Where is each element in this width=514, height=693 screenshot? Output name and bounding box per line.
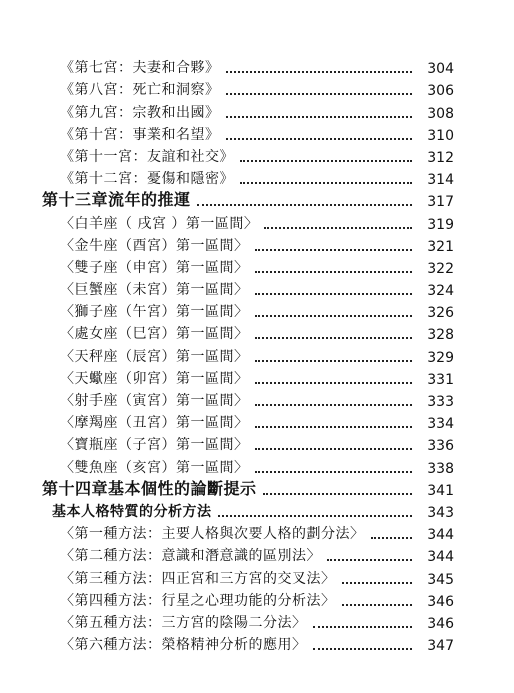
toc-entry-title: 基本人格特質的分析方法 bbox=[52, 503, 212, 520]
toc-entry-title: 《第十宮：事業和名望》 bbox=[60, 126, 220, 143]
toc-entry bbox=[0, 632, 514, 654]
toc-entry bbox=[0, 255, 514, 277]
dot-leader bbox=[240, 160, 412, 162]
dot-leader bbox=[313, 626, 413, 628]
toc-entry bbox=[0, 588, 514, 610]
toc-entry-page-number: 314 bbox=[427, 172, 454, 189]
toc-entry bbox=[0, 277, 514, 299]
toc-entry-page-number: 326 bbox=[427, 305, 454, 322]
toc-chapter-entry bbox=[0, 188, 514, 210]
toc-entry bbox=[0, 99, 514, 121]
toc-entry-page-number: 346 bbox=[427, 615, 454, 632]
toc-entry-title: 《第十二宮：憂傷和隱密》 bbox=[60, 171, 234, 188]
toc-entry bbox=[0, 521, 514, 543]
dot-leader bbox=[226, 116, 413, 118]
toc-entry bbox=[0, 299, 514, 321]
dot-leader bbox=[255, 382, 413, 384]
toc-entry-page-number: 345 bbox=[427, 571, 454, 588]
toc-entry-page-number: 328 bbox=[427, 327, 454, 344]
toc-entry-page-number: 338 bbox=[427, 460, 454, 477]
toc-entry bbox=[0, 499, 514, 521]
dot-leader bbox=[226, 93, 413, 95]
toc-entry bbox=[0, 610, 514, 632]
toc-entry-title: 《第九宮：宗教和出國》 bbox=[60, 104, 220, 121]
toc-chapter-entry bbox=[0, 477, 514, 499]
toc-entry bbox=[0, 55, 514, 77]
toc-entry-page-number: 346 bbox=[427, 593, 454, 610]
dot-leader bbox=[313, 648, 413, 650]
toc-entry-page-number: 312 bbox=[427, 149, 454, 166]
dot-leader bbox=[226, 71, 413, 73]
toc-entry-title: 《第十一宮：友誼和社交》 bbox=[60, 148, 234, 165]
toc-entry-page-number: 347 bbox=[427, 638, 454, 655]
toc-entry bbox=[0, 144, 514, 166]
dot-leader bbox=[342, 604, 413, 606]
dot-leader bbox=[255, 315, 413, 317]
toc-entry-title: 〈雙子座（申宮）第一區間〉 bbox=[60, 259, 249, 276]
dot-leader bbox=[255, 448, 413, 450]
dot-leader bbox=[255, 360, 413, 362]
toc-entry-page-number: 317 bbox=[427, 194, 454, 211]
toc-entry bbox=[0, 410, 514, 432]
toc-entry-title: 〈寶瓶座（子宮）第一區間〉 bbox=[60, 437, 249, 454]
toc-entry-page-number: 329 bbox=[427, 349, 454, 366]
toc-entry-title: 第十三章流年的推運 bbox=[42, 190, 191, 210]
toc-entry-title: 〈第四種方法：行星之心理功能的分析法〉 bbox=[60, 592, 336, 609]
toc-entry-page-number: 333 bbox=[427, 394, 454, 410]
toc-entry-title: 〈第二種方法：意識和潛意識的區別法〉 bbox=[60, 548, 321, 565]
toc-entry-title: 〈天秤座（辰宮）第一區間〉 bbox=[60, 348, 249, 365]
toc-entry-title: 〈射手座（寅宮）第一區間〉 bbox=[60, 393, 249, 409]
toc-entry bbox=[0, 454, 514, 476]
dot-leader bbox=[371, 537, 413, 539]
toc-entry-page-number: 304 bbox=[427, 61, 454, 78]
table-of-contents bbox=[0, 55, 514, 654]
toc-entry-page-number: 334 bbox=[427, 416, 454, 433]
toc-entry bbox=[0, 321, 514, 343]
toc-entry bbox=[0, 432, 514, 454]
toc-entry bbox=[0, 565, 514, 587]
dot-leader bbox=[255, 271, 413, 273]
dot-leader bbox=[197, 204, 412, 206]
dot-leader bbox=[240, 182, 412, 184]
dot-leader bbox=[255, 426, 413, 428]
dot-leader bbox=[255, 337, 413, 339]
toc-entry-title: 〈第六種方法：榮格精神分析的應用〉 bbox=[60, 637, 307, 654]
toc-entry-page-number: 310 bbox=[427, 127, 454, 144]
toc-entry bbox=[0, 122, 514, 144]
toc-entry-page-number: 331 bbox=[427, 371, 454, 388]
toc-entry-title: 〈巨蟹座（未宮）第一區間〉 bbox=[60, 282, 249, 299]
dot-leader bbox=[255, 293, 413, 295]
toc-entry-title: 〈處女座（巳宮）第一區間〉 bbox=[60, 326, 249, 343]
toc-entry-page-number: 308 bbox=[427, 105, 454, 122]
toc-entry-title: 〈金牛座（酉宮）第一區間〉 bbox=[60, 237, 249, 254]
toc-entry bbox=[0, 77, 514, 99]
toc-entry-title: 〈第三種方法：四正宮和三方宮的交叉法〉 bbox=[60, 570, 336, 587]
toc-entry-title: 第十四章基本個性的論斷提示 bbox=[42, 478, 257, 498]
toc-entry-title: 〈雙魚座（亥宮）第一區間〉 bbox=[60, 459, 249, 476]
toc-entry-title: 〈第五種方法：三方宮的陰陽二分法〉 bbox=[60, 614, 307, 631]
toc-entry bbox=[0, 233, 514, 255]
toc-entry-page-number: 322 bbox=[427, 260, 454, 277]
toc-entry-title: 〈天蠍座（卯宮）第一區間〉 bbox=[60, 370, 249, 387]
dot-leader bbox=[264, 227, 412, 229]
toc-entry bbox=[0, 388, 514, 410]
dot-leader bbox=[255, 471, 413, 473]
toc-entry-page-number: 321 bbox=[427, 238, 454, 255]
toc-entry-page-number: 324 bbox=[427, 283, 454, 300]
toc-entry-title: 〈摩羯座（丑宮）第一區間〉 bbox=[60, 415, 249, 432]
toc-entry bbox=[0, 210, 514, 232]
toc-entry-page-number: 319 bbox=[427, 216, 454, 233]
toc-entry bbox=[0, 366, 514, 388]
toc-entry-title: 〈獅子座（午宮）第一區間〉 bbox=[60, 304, 249, 321]
dot-leader bbox=[263, 493, 412, 495]
toc-entry-title: 《第八宮：死亡和洞察》 bbox=[60, 82, 220, 99]
toc-entry-page-number: 343 bbox=[427, 504, 454, 521]
dot-leader bbox=[218, 515, 413, 517]
dot-leader bbox=[342, 582, 413, 584]
toc-entry bbox=[0, 543, 514, 565]
dot-leader bbox=[327, 559, 412, 561]
toc-entry-title: 〈第一種方法：主要人格與次要人格的劃分法〉 bbox=[60, 526, 365, 543]
toc-entry-title: 〈白羊座（ 戌宮 ）第一區間〉 bbox=[60, 215, 259, 232]
toc-entry bbox=[0, 166, 514, 188]
toc-entry-title: 《第七宮：夫妻和合夥》 bbox=[60, 60, 220, 77]
toc-entry bbox=[0, 343, 514, 365]
dot-leader bbox=[226, 138, 413, 140]
toc-entry-page-number: 306 bbox=[427, 83, 454, 100]
toc-entry-page-number: 336 bbox=[427, 438, 454, 455]
dot-leader bbox=[255, 249, 413, 251]
toc-entry-page-number: 341 bbox=[427, 482, 454, 499]
dot-leader bbox=[255, 404, 413, 406]
toc-entry-page-number: 344 bbox=[427, 527, 454, 544]
toc-entry-page-number: 344 bbox=[427, 549, 454, 566]
